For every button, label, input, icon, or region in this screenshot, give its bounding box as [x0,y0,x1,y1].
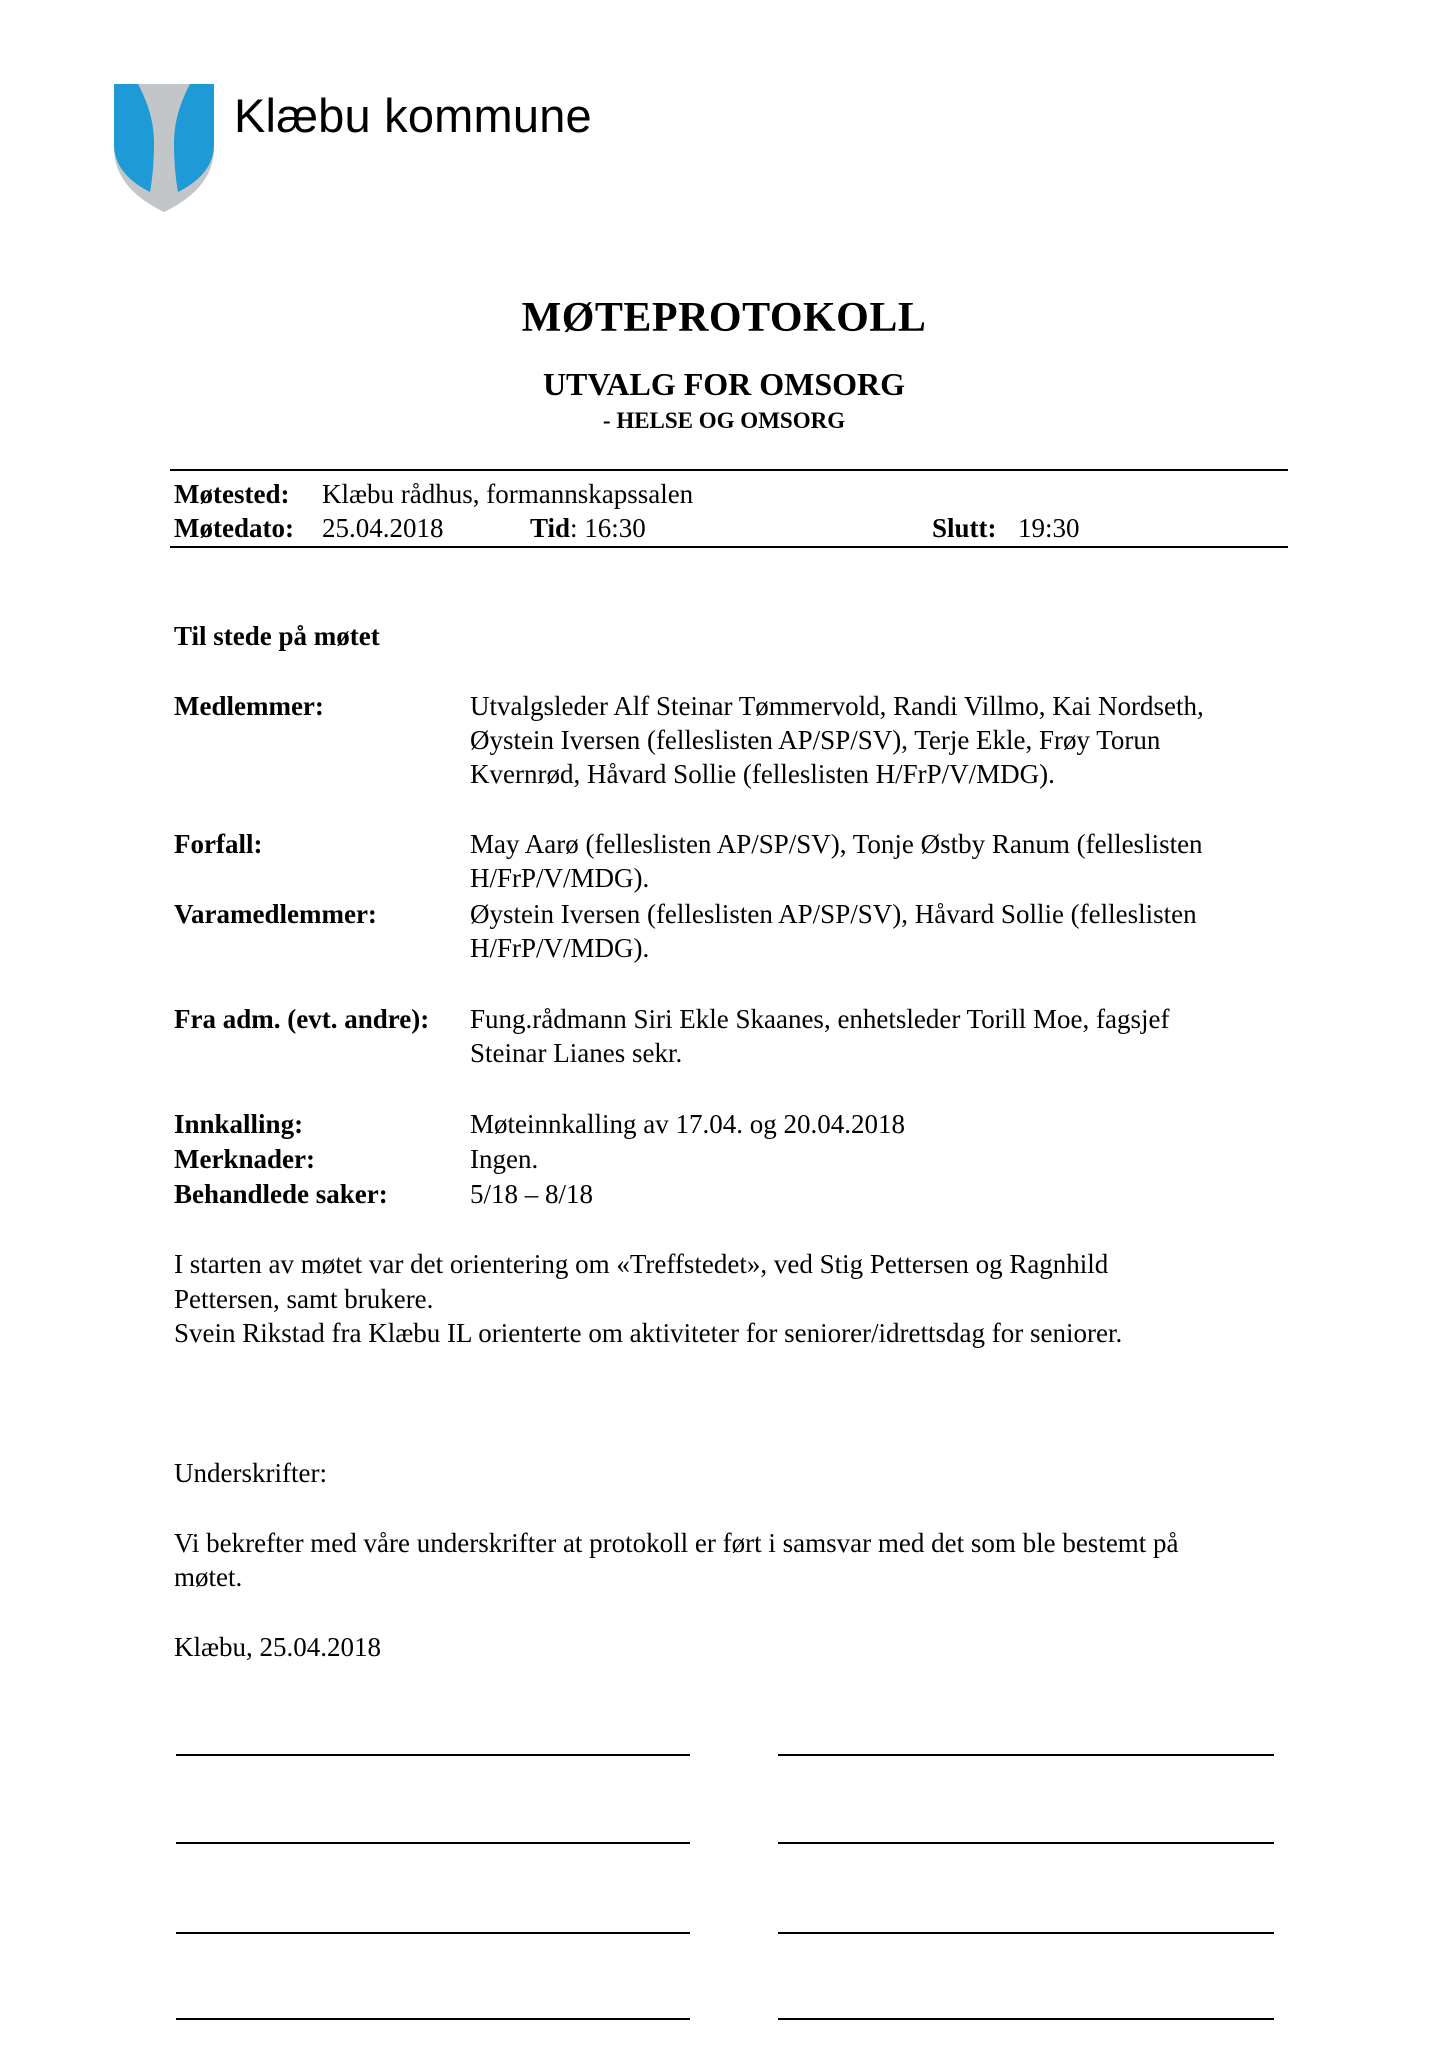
top-divider [170,469,1288,471]
meeting-place-value: Klæbu rådhus, formannskapssalen [322,479,694,509]
meeting-time-value: : 16:30 [570,513,646,543]
signature-line-right-4 [778,2018,1274,2020]
deputies-label: Varamedlemmer: [174,899,377,929]
intro-line: Pettersen, samt brukere. [174,1284,434,1314]
meeting-end-label: Slutt: [932,513,997,543]
notice-label: Innkalling: [174,1109,304,1139]
signature-line-left-4 [176,2018,690,2020]
meeting-time-label: Tid [530,513,571,543]
attendance-heading: Til stede på møtet [174,621,380,651]
admin-label: Fra adm. (evt. andre): [174,1004,430,1034]
absent-line: May Aarø (felleslisten AP/SP/SV), Tonje Østby Ranum (felleslisten [470,829,1203,859]
signature-statement-line: Vi bekrefter med våre underskrifter at protokoll er ført i samsvar med det som ble bestemt på [174,1528,1179,1558]
cases-label: Behandlede saker: [174,1179,388,1209]
signature-line-right-1 [778,1754,1274,1756]
notice-value: Møteinnkalling av 17.04. og 20.04.2018 [470,1109,905,1139]
meeting-date-value: 25.04.2018 [322,513,444,543]
members-line: Kvernrød, Håvard Sollie (felleslisten H/FrP/V/MDG). [470,759,1055,789]
members-line: Øystein Iversen (felleslisten AP/SP/SV), Terje Ekle, Frøy Torun [470,725,1161,755]
deputies-line: H/FrP/V/MDG). [470,933,650,963]
signatures-heading: Underskrifter: [174,1458,327,1488]
committee-subtitle: - HELSE OG OMSORG [602,408,846,433]
bottom-divider [170,546,1288,548]
signature-line-left-3 [176,1932,690,1934]
signature-line-right-3 [778,1932,1274,1934]
org-name: Klæbu kommune [234,89,592,142]
signature-line-left-1 [176,1754,690,1756]
municipality-logo-icon [110,84,218,214]
signature-line-right-2 [778,1842,1274,1844]
absent-line: H/FrP/V/MDG). [470,863,650,893]
absent-label: Forfall: [174,829,263,859]
remarks-label: Merknader: [174,1144,315,1174]
admin-line: Fung.rådmann Siri Ekle Skaanes, enhetsleder Torill Moe, fagsjef [470,1004,1170,1034]
page-title: MØTEPROTOKOLL [521,295,927,341]
admin-line: Steinar Lianes sekr. [470,1038,683,1068]
deputies-line: Øystein Iversen (felleslisten AP/SP/SV), Håvard Sollie (felleslisten [470,899,1197,929]
committee-title: UTVALG FOR OMSORG [542,366,906,402]
meeting-time [530,511,646,545]
intro-line: Svein Rikstad fra Klæbu IL orienterte om aktiviteter for seniorer/idrettsdag for seniorer. [174,1318,1123,1348]
signature-statement-line: møtet. [174,1562,243,1592]
meeting-place-label: Møtested: [174,479,290,509]
members-line: Utvalgsleder Alf Steinar Tømmervold, Randi Villmo, Kai Nordseth, [470,691,1204,721]
meeting-end-value: 19:30 [1018,513,1080,543]
members-label: Medlemmer: [174,691,324,721]
cases-value: 5/18 – 8/18 [470,1179,594,1209]
intro-line: I starten av møtet var det orientering om «Treffstedet», ved Stig Pettersen og Ragnhild [174,1249,1109,1279]
remarks-value: Ingen. [470,1144,539,1174]
meeting-date-label: Møtedato: [174,513,294,543]
place-date: Klæbu, 25.04.2018 [174,1632,382,1662]
signature-line-left-2 [176,1842,690,1844]
